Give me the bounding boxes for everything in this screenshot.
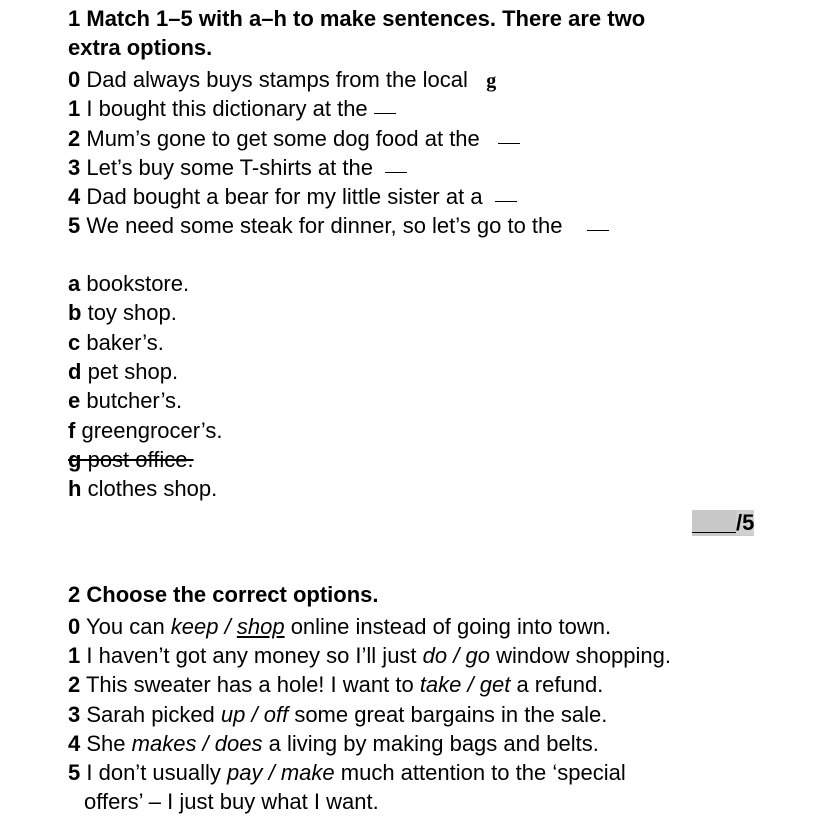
option-h xyxy=(68,476,217,502)
option-2[interactable]: does xyxy=(214,731,263,756)
item-text-before: You can xyxy=(85,614,171,639)
option-text: post office. xyxy=(87,447,194,472)
choice-item-4 xyxy=(68,731,599,757)
sentence-number: 1 xyxy=(68,96,81,121)
option-letter: b xyxy=(68,300,82,325)
option-letter: a xyxy=(68,271,81,296)
choice-item-5 xyxy=(68,760,626,786)
item-number: 2 xyxy=(68,672,81,697)
sentence-number: 4 xyxy=(68,184,81,209)
score-total: /5 xyxy=(736,510,755,535)
item-text-before: I don’t usually xyxy=(86,760,228,785)
answer-blank[interactable] xyxy=(498,143,520,144)
option-1[interactable]: makes xyxy=(131,731,197,756)
option-1[interactable]: up xyxy=(220,702,246,727)
exercise-2-instruction: Choose the correct options. xyxy=(86,582,379,607)
exercise-2-heading xyxy=(68,580,379,609)
answer-blank[interactable] xyxy=(385,172,407,173)
item-text-before: Sarah picked xyxy=(86,702,221,727)
item-text-before: She xyxy=(86,731,132,756)
option-text: bookstore. xyxy=(86,271,190,296)
option-text: toy shop. xyxy=(87,300,177,325)
option-c xyxy=(68,330,164,356)
sentence-number: 3 xyxy=(68,155,81,180)
option-text: clothes shop. xyxy=(87,476,218,501)
sentence-number: 2 xyxy=(68,126,81,151)
option-d xyxy=(68,359,178,385)
item-number: 5 xyxy=(68,760,81,785)
exercise-1-heading xyxy=(68,4,645,62)
option-b xyxy=(68,300,177,326)
option-letter: e xyxy=(68,388,81,413)
option-2[interactable]: off xyxy=(263,702,289,727)
sentence-number: 0 xyxy=(68,67,81,92)
answer-blank[interactable] xyxy=(374,113,396,114)
item-text-before: I haven’t got any money so I’ll just xyxy=(86,643,423,668)
item-text-after: window shopping. xyxy=(489,643,671,668)
option-1[interactable]: pay xyxy=(227,760,263,785)
choice-item-5-continuation: offers’ – I just buy what I want. xyxy=(84,789,379,814)
option-separator: / xyxy=(262,760,281,785)
option-separator: / xyxy=(218,614,237,639)
answer-blank[interactable] xyxy=(495,201,517,202)
option-2[interactable]: get xyxy=(479,672,511,697)
choice-item-2 xyxy=(68,672,603,698)
sentence-text: Let’s buy some T-shirts at the xyxy=(86,155,373,180)
option-1[interactable]: keep xyxy=(170,614,219,639)
option-separator: / xyxy=(245,702,264,727)
match-sentence-0 xyxy=(68,67,496,94)
score-blank[interactable] xyxy=(692,512,736,533)
option-e xyxy=(68,388,182,414)
option-text: pet shop. xyxy=(87,359,179,384)
item-number: 1 xyxy=(68,643,81,668)
option-text: greengrocer’s. xyxy=(81,418,223,443)
choice-item-0 xyxy=(68,614,611,640)
option-text: butcher’s. xyxy=(86,388,183,413)
sentence-text: We need some steak for dinner, so let’s go to the xyxy=(86,213,563,238)
exercise-1-instruction: Match 1–5 with a–h to make sentences. There are two extra options. xyxy=(68,6,646,60)
option-separator: / xyxy=(461,672,480,697)
option-letter: h xyxy=(68,476,82,501)
exercise-1-number: 1 xyxy=(68,6,81,31)
option-1[interactable]: do xyxy=(422,643,448,668)
option-letter: d xyxy=(68,359,82,384)
item-text-after: a refund. xyxy=(510,672,604,697)
option-separator: / xyxy=(196,731,215,756)
match-sentence-5 xyxy=(68,213,609,239)
sentence-answer: g xyxy=(486,70,497,92)
exercise-2-number: 2 xyxy=(68,582,81,607)
item-number: 3 xyxy=(68,702,81,727)
option-2[interactable]: go xyxy=(465,643,490,668)
match-sentence-4 xyxy=(68,184,517,210)
option-g-crossed-out xyxy=(68,447,194,473)
sentence-text: Mum’s gone to get some dog food at the xyxy=(86,126,480,151)
item-number: 4 xyxy=(68,731,81,756)
item-number: 0 xyxy=(68,614,81,639)
match-sentence-1 xyxy=(68,96,396,122)
option-separator: / xyxy=(447,643,466,668)
item-text-after: some great bargains in the sale. xyxy=(288,702,608,727)
option-2-selected[interactable]: shop xyxy=(236,614,285,639)
option-text: baker’s. xyxy=(86,330,164,355)
option-f xyxy=(68,418,223,444)
item-text-after: online instead of going into town. xyxy=(284,614,612,639)
choice-item-3 xyxy=(68,702,607,728)
match-sentence-2 xyxy=(68,126,520,152)
item-text-before: This sweater has a hole! I want to xyxy=(85,672,420,697)
option-2[interactable]: make xyxy=(280,760,335,785)
item-text-after: a living by making bags and belts. xyxy=(262,731,599,756)
option-letter: g xyxy=(68,447,82,472)
option-a xyxy=(68,271,189,297)
sentence-text: Dad always buys stamps from the local xyxy=(86,67,468,92)
choice-item-1 xyxy=(68,643,671,669)
sentence-number: 5 xyxy=(68,213,81,238)
option-1[interactable]: take xyxy=(419,672,462,697)
sentence-text: Dad bought a bear for my little sister at a xyxy=(86,184,483,209)
option-letter: f xyxy=(68,418,76,443)
sentence-text: I bought this dictionary at the xyxy=(86,96,368,121)
match-sentence-3 xyxy=(68,155,407,181)
item-text-after: much attention to the ‘special xyxy=(334,760,626,785)
exercise-1-score-box xyxy=(692,510,754,536)
answer-blank[interactable] xyxy=(587,230,609,231)
option-letter: c xyxy=(68,330,81,355)
